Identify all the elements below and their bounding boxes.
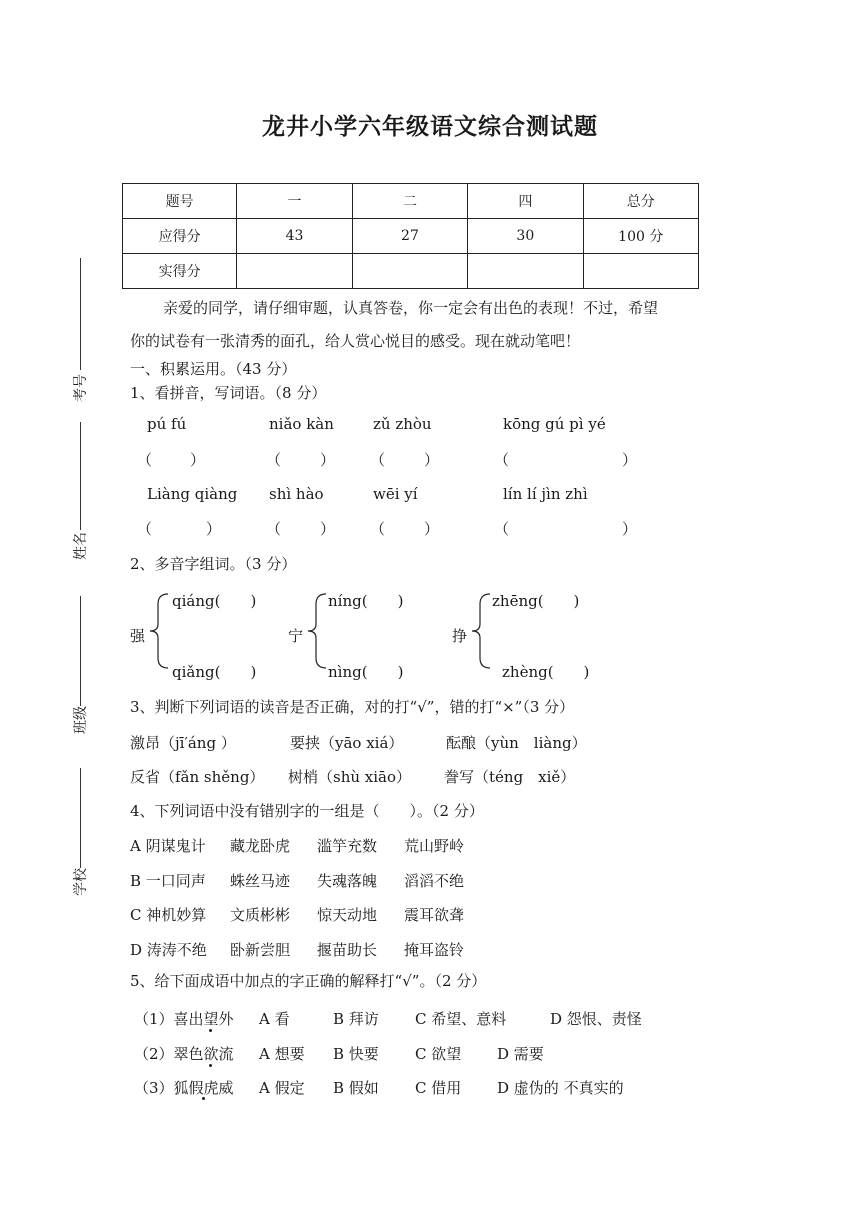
choice: D 怨恨、责怪 xyxy=(550,1010,642,1028)
reading-item: 反省（fǎn shěng） xyxy=(130,768,265,786)
choice: A 假定 xyxy=(259,1079,305,1097)
pinyin: wēi yí xyxy=(373,485,418,503)
score-input-cell[interactable] xyxy=(468,254,583,289)
answer-open-paren: （ xyxy=(494,520,510,538)
emphasis-dot xyxy=(202,1097,205,1100)
question-3-title: 3、判断下列词语的读音是否正确，对的打“√”，错的打“×”（3 分） xyxy=(130,698,575,716)
option-word: 文质彬彬 xyxy=(230,906,291,924)
answer-close-paren: ） xyxy=(622,451,638,469)
reading-item: 激昂（jī′áng ） xyxy=(130,734,236,752)
pinyin: pú fú xyxy=(147,415,187,433)
option-word: 卧新尝胆 xyxy=(230,941,291,959)
table-row xyxy=(123,219,699,254)
answer-close-paren: ） xyxy=(424,451,440,469)
table-header-row xyxy=(123,184,699,219)
emphasis-dot xyxy=(209,1064,212,1067)
option-label: A 阴谋鬼计 xyxy=(130,837,206,855)
option-word: 失魂落魄 xyxy=(317,872,378,890)
pinyin: lín lí jìn zhì xyxy=(503,485,588,503)
side-label-class: 班级 xyxy=(73,706,89,734)
side-label-name: 姓名 xyxy=(73,532,89,560)
option-word: 藏龙卧虎 xyxy=(230,837,291,855)
table-header-cell: 一 xyxy=(237,184,352,219)
answer-close-paren: ） xyxy=(320,451,336,469)
emphasis-dot xyxy=(209,1029,212,1032)
pinyin-blank: nìng( ) xyxy=(328,663,404,681)
table-cell: 100 分 xyxy=(583,219,698,254)
pinyin-blank: qiǎng( ) xyxy=(172,663,257,681)
answer-close-paren: ） xyxy=(320,520,336,538)
choice: C 希望、意料 xyxy=(415,1010,507,1028)
answer-open-paren: （ xyxy=(370,451,386,469)
pinyin: kōng gú pì yé xyxy=(503,415,606,433)
table-row xyxy=(123,254,699,289)
table-cell: 30 xyxy=(468,219,583,254)
answer-close-paren: ） xyxy=(622,520,638,538)
page-title: 龙井小学六年级语文综合测试题 xyxy=(262,114,598,140)
answer-open-paren: （ xyxy=(266,520,282,538)
choice: B 快要 xyxy=(333,1045,379,1063)
intro-line-1: 亲爱的同学，请仔细审题，认真答卷，你一定会有出色的表现！不过，希望 xyxy=(163,299,659,317)
option-word: 掩耳盗铃 xyxy=(404,941,465,959)
answer-open-paren: （ xyxy=(494,451,510,469)
option-word: 滥竽充数 xyxy=(317,837,378,855)
table-cell: 实得分 xyxy=(123,254,237,289)
reading-item: 要挟（yāo xiá） xyxy=(290,734,404,752)
binding-line xyxy=(80,258,81,370)
answer-close-paren: ） xyxy=(206,520,222,538)
polyphonic-char: 挣 xyxy=(452,627,468,645)
question-4-title: 4、下列词语中没有错别字的一组是（ ）。（2 分） xyxy=(130,802,484,820)
choice: B 假如 xyxy=(333,1079,379,1097)
choice: A 看 xyxy=(259,1010,290,1028)
table-cell: 27 xyxy=(352,219,467,254)
table-header-cell: 二 xyxy=(352,184,467,219)
option-word: 惊天动地 xyxy=(317,906,378,924)
pinyin-blank: níng( ) xyxy=(328,592,404,610)
table-cell: 43 xyxy=(237,219,352,254)
intro-line-2: 你的试卷有一张清秀的面孔，给人赏心悦目的感受。现在就动笔吧！ xyxy=(130,332,581,350)
choice: A 想要 xyxy=(259,1045,305,1063)
option-label: B 一口同声 xyxy=(130,872,206,890)
option-word: 揠苗助长 xyxy=(317,941,378,959)
choice: C 欲望 xyxy=(415,1045,462,1063)
idiom: （1）喜出望外 xyxy=(134,1010,234,1028)
binding-line xyxy=(80,422,81,530)
choice: D 虚伪的 不真实的 xyxy=(497,1079,624,1097)
binding-line xyxy=(80,768,81,868)
answer-open-paren: （ xyxy=(370,520,386,538)
reading-item: 树梢（shù xiāo） xyxy=(288,768,412,786)
reading-item: 誊写（téng xiě） xyxy=(444,768,576,786)
question-1-title: 1、看拼音，写词语。（8 分） xyxy=(130,384,327,402)
side-label-exam-number: 考号 xyxy=(73,374,89,402)
option-word: 蛛丝马迹 xyxy=(230,872,291,890)
question-2-title: 2、多音字组词。（3 分） xyxy=(130,555,297,573)
answer-close-paren: ） xyxy=(190,451,206,469)
question-5-title: 5、给下面成语中加点的字正确的解释打“√”。（2 分） xyxy=(130,972,487,990)
answer-open-paren: （ xyxy=(137,520,153,538)
brace-icon xyxy=(306,592,328,670)
binding-line xyxy=(80,596,81,706)
answer-close-paren: ） xyxy=(424,520,440,538)
answer-open-paren: （ xyxy=(266,451,282,469)
pinyin-blank: zhēng( ) xyxy=(492,592,580,610)
pinyin-blank: qiáng( ) xyxy=(172,592,257,610)
brace-icon xyxy=(148,592,170,670)
option-word: 震耳欲聋 xyxy=(404,906,465,924)
option-label: D 涛涛不绝 xyxy=(130,941,207,959)
answer-open-paren: （ xyxy=(137,451,153,469)
table-header-cell: 总分 xyxy=(583,184,698,219)
section-heading: 一、积累运用。（43 分） xyxy=(130,360,297,378)
side-label-school: 学校 xyxy=(73,868,89,896)
pinyin: zǔ zhòu xyxy=(373,415,432,433)
pinyin: shì hào xyxy=(269,485,324,503)
score-input-cell[interactable] xyxy=(237,254,352,289)
score-table xyxy=(122,183,699,289)
table-header-cell: 四 xyxy=(468,184,583,219)
idiom: （3）狐假虎威 xyxy=(134,1079,234,1097)
option-word: 滔滔不绝 xyxy=(404,872,465,890)
brace-icon xyxy=(470,592,492,670)
pinyin-blank: zhèng( ) xyxy=(502,663,590,681)
choice: D 需要 xyxy=(497,1045,544,1063)
polyphonic-char: 强 xyxy=(130,627,146,645)
score-input-cell[interactable] xyxy=(352,254,467,289)
option-word: 荒山野岭 xyxy=(404,837,465,855)
idiom: （2）翠色欲流 xyxy=(134,1045,234,1063)
pinyin: niǎo kàn xyxy=(269,415,334,433)
option-label: C 神机妙算 xyxy=(130,906,207,924)
choice: B 拜访 xyxy=(333,1010,379,1028)
polyphonic-char: 宁 xyxy=(288,627,304,645)
pinyin: Liàng qiàng xyxy=(147,485,238,503)
table-cell: 应得分 xyxy=(123,219,237,254)
score-input-cell[interactable] xyxy=(583,254,698,289)
choice: C 借用 xyxy=(415,1079,462,1097)
table-header-cell: 题号 xyxy=(123,184,237,219)
reading-item: 酝酿（yùn liàng） xyxy=(446,734,587,752)
